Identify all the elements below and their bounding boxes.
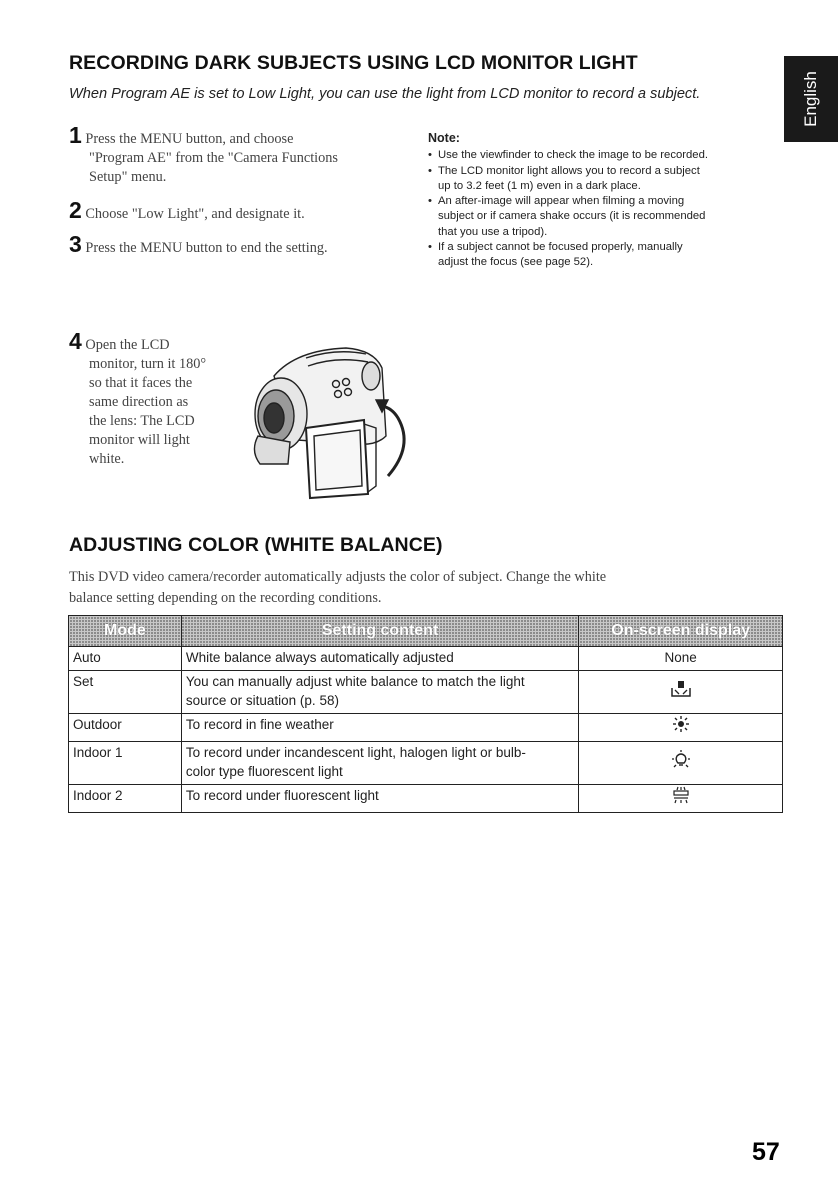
step-text: monitor will light — [89, 432, 190, 448]
table-row — [69, 671, 783, 714]
step-text: the lens: The LCD — [89, 413, 195, 429]
fluorescent-icon — [671, 786, 691, 804]
table-row — [69, 785, 783, 813]
column-header-setting: Setting content — [181, 616, 578, 647]
bulb-icon — [671, 750, 691, 770]
display-cell — [579, 785, 783, 813]
column-header-display: On-screen display — [579, 616, 783, 647]
section-title-lcd-light: RECORDING DARK SUBJECTS USING LCD MONITOR LIGHT — [69, 52, 638, 74]
step-text: white. — [89, 451, 125, 467]
note-box — [428, 131, 788, 271]
mode-cell: Indoor 2 — [69, 785, 182, 813]
step-text: same direction as — [89, 394, 189, 410]
set-white-balance-icon — [670, 680, 692, 698]
sun-icon — [672, 715, 690, 733]
step-number: 4 — [69, 328, 82, 354]
step-text: Setup" menu. — [89, 169, 167, 185]
mode-cell: Outdoor — [69, 714, 182, 742]
section-intro: When Program AE is set to Low Light, you can use the light from LCD monitor to record a subject. — [69, 86, 701, 102]
paragraph-line: balance setting depending on the recording conditions. — [69, 590, 382, 606]
display-cell: None — [579, 647, 783, 671]
mode-cell: Set — [69, 671, 182, 714]
column-header-mode: Mode — [69, 616, 182, 647]
white-balance-paragraph — [69, 567, 789, 609]
step-text: Press the MENU button to end the setting. — [85, 240, 328, 256]
step-4 — [69, 328, 249, 469]
step-text: monitor, turn it 180° — [89, 356, 207, 372]
step-text: so that it faces the — [89, 375, 193, 391]
display-cell — [579, 671, 783, 714]
setting-cell: White balance always automatically adjusted — [181, 647, 578, 671]
note-item: • The LCD monitor light allows you to record a subject up to 3.2 feet (1 m) even in a dark place. — [428, 164, 788, 195]
camcorder-illustration — [236, 336, 416, 506]
mode-cell: Auto — [69, 647, 182, 671]
table-header-row — [69, 616, 783, 647]
white-balance-table — [68, 615, 783, 813]
step-text: Open the LCD — [85, 337, 170, 353]
setting-cell: To record under fluorescent light — [181, 785, 578, 813]
display-cell — [579, 714, 783, 742]
display-cell — [579, 742, 783, 785]
note-item: • If a subject cannot be focused properly, manually adjust the focus (see page 52). — [428, 240, 788, 271]
table-row — [69, 742, 783, 785]
note-item: • Use the viewfinder to check the image to be recorded. — [428, 148, 788, 163]
note-item: • An after-image will appear when filming a moving subject or if camera shake occurs (it is recommended that you use a tripod). — [428, 194, 788, 240]
page-number: 57 — [752, 1138, 780, 1166]
step-number: 1 — [69, 122, 82, 148]
paragraph-line: This DVD video camera/recorder automatically adjusts the color of subject. Change the white — [69, 569, 607, 585]
table-row — [69, 714, 783, 742]
note-list — [428, 148, 788, 270]
step-3 — [69, 231, 419, 258]
mode-cell: Indoor 1 — [69, 742, 182, 785]
step-text: Press the MENU button, and choose — [85, 131, 294, 147]
step-text: Choose "Low Light", and designate it. — [85, 206, 305, 222]
step-2 — [69, 197, 419, 224]
language-tab — [784, 56, 838, 142]
language-tab-label: English — [801, 71, 820, 127]
table-row — [69, 647, 783, 671]
step-1 — [69, 122, 419, 187]
section-title-white-balance: ADJUSTING COLOR (WHITE BALANCE) — [69, 534, 443, 556]
step-number: 2 — [69, 197, 82, 223]
step-number: 3 — [69, 231, 82, 257]
step-text: "Program AE" from the "Camera Functions — [89, 150, 338, 166]
setting-cell: To record under incandescent light, halogen light or bulb- color type fluorescent light — [181, 742, 578, 785]
note-label: Note: — [428, 131, 460, 145]
setting-cell: You can manually adjust white balance to match the light source or situation (p. 58) — [181, 671, 578, 714]
setting-cell: To record in fine weather — [181, 714, 578, 742]
